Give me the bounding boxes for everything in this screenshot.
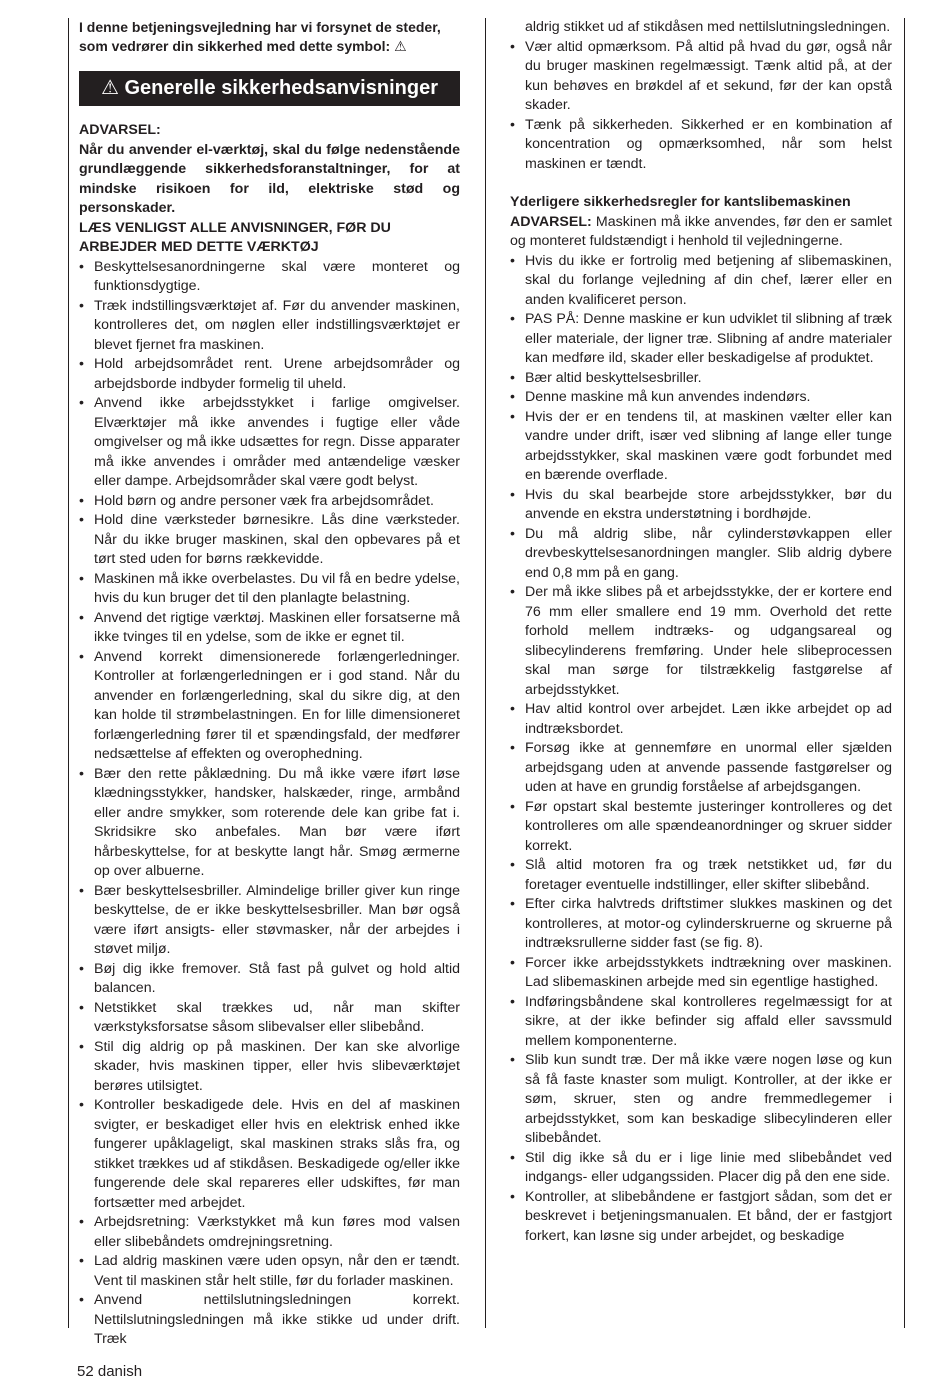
warning-text: Maskinen må ikke anvendes, før den er samlet og monteret fuldstændigt i henhold til vejledningerne. (510, 213, 892, 249)
list-item: • Anvend korrekt dimensionerede forlængerledninger. Kontroller at forlængerledningen er i god stand. Når du anvender en forlængerledning, skal du sikre dig, at den kan holde til strømbelastningen. En for lille dimensioneret forlængerledning fører til et spændingsfald, der medfører nedsættelse af effekten og overophedning. (79, 648, 460, 765)
list-item: • Forsøg ikke at gennemføre en unormal eller sjælden arbejdsgang uden at anvende passende fastgørelser og uden at have en grundig forståelse af arbejdsgangen. (510, 739, 892, 798)
left-column (79, 18, 460, 1350)
list-item: • Slib kun sundt træ. Der må ikke være nogen løse og kun så få faste knaster som muligt. Kontroller, at der ikke er søm, skruer, sten og andre fremmedlegemer i arbejdsstykket, som kan beskadige slibecylinderen eller slibebåndet. (510, 1051, 892, 1149)
list-item: • Der må ikke slibes på et arbejdsstykke, der er kortere end 76 mm eller smallere end 19 mm. Overhold det rette forhold mellem indtræks- og udgangsareal og slibecylinderens fremføring. Under hele slibeprocessen skal man sørge for tilstrækkelig fastgørelse af arbejdsstykket. (510, 583, 892, 700)
list-item: • PAS PÅ: Denne maskine er kun udviklet til slibning af træk eller materiale, der ligner træ. Slibning af andre materialer kan medføre ild, skader eller beskadigelse af produktet. (510, 310, 892, 369)
list-item: • Slå altid motoren fra og træk netstikket ud, før du foretager eventuelle indstillinger, eller skifter slibebånd. (510, 856, 892, 895)
warning-text: Når du anvender el-værktøj, skal du følge nedenstående grundlæggende sikkerhedsforanstaltninger, for at mindske risikoen for ild, elektriske stød og personskader. (79, 141, 460, 216)
list-item: • Hvis der er en tendens til, at maskinen vælter eller kan vandre under drift, især ved slibning af lange eller tunge arbejdsstykker, skal maskinen være godt forbundet med en bærende overflade. (510, 408, 892, 486)
read-all-notice: LÆS VENLIGST ALLE ANVISNINGER, FØR DU ARBEJDER MED DETTE VÆRKTØJ (79, 219, 391, 255)
column-rule-middle (485, 18, 486, 1328)
list-item: • Denne maskine må kun anvendes indendørs. (510, 388, 892, 408)
list-item: • Tænk på sikkerheden. Sikkerhed er en kombination af koncentration og opmærksomhed, når som helst maskinen er tændt. (510, 116, 892, 175)
list-item: • Anvend nettilslutningsledningen korrekt. Nettilslutningsledningen må ikke stikke ud under drift. Træk (79, 1291, 460, 1350)
warning-label: ADVARSEL: (79, 122, 161, 138)
list-item: • Stil dig aldrig op på maskinen. Der kan ske alvorlige skader, hvis maskinen tipper, eller hvis slibeværktøjet berøres utilsigtet. (79, 1038, 460, 1097)
column-rule-right (904, 18, 905, 1328)
list-item: • Anvend ikke arbejdsstykket i farlige omgivelser. Elværktøjer må ikke anvendes i fugtige eller våde omgivelser og må ikke udsættes for regn. Disse apparater må ikke anvendes i områder med antændelige væsker eller dampe. Arbejdsområder skal være godt belyst. (79, 394, 460, 492)
list-item: • Kontroller beskadigede dele. Hvis en del af maskinen svigter, er beskadiget eller hvis en elektrisk enhed ikke fungerer upåklageligt, skal maskinen straks slås fra, og stikket trækkes ud af stikdåsen. Beskadigede og/eller ikke fungerende dele skal repareres eller udskiftes, før man fortsætter med arbejdet. (79, 1096, 460, 1213)
list-item: • Hold dine værksteder børnesikre. Lås dine værksteder. Når du ikke bruger maskinen, skal den opbevares på et tørt sted uden for børns rækkevidde. (79, 511, 460, 570)
list-item: • Forcer ikke arbejdsstykkets indtrækning over maskinen. Lad slibemaskinen arbejde med sin egentlige hastighed. (510, 954, 892, 993)
list-item: • Bær beskyttelsesbriller. Almindelige briller giver kun ringe beskyttelse, de er ikke beskyttelsesbriller. Man bør også være iført ansigts- eller støvmasker, når der arbejdes i støvet miljø. (79, 882, 460, 960)
list-item: • Maskinen må ikke overbelastes. Du vil få en bedre ydelse, hvis du kun bruger det til den planlagte belastning. (79, 570, 460, 609)
list-item: • Anvend det rigtige værktøj. Maskinen eller forsatserne må ikke tvinges til en ydelse, som de ikke er egnet til. (79, 609, 460, 648)
list-item: • Kontroller, at slibebåndene er fastgjort sådan, som det er beskrevet i betjeningsmanualen. Et bånd, der er fastgjort forkert, kan løsne sig under arbejdet, og beskadige (510, 1188, 892, 1247)
list-item: • Vær altid opmærksom. På altid på hvad du gør, også når du bruger maskinen regelmæssigt. Tænk altid på, at der kun behøves en brøkdel af et sekund, før der kan opstå skader. (510, 38, 892, 116)
section-title: Yderligere sikkerhedsregler for kantslibemaskinen (510, 194, 851, 210)
list-item: • Arbejdsretning: Værkstykket må kun føres mod valsen eller slibebåndets omdrejningsretning. (79, 1213, 460, 1252)
safety-list-attention (510, 38, 892, 175)
safety-list-general (79, 258, 460, 1350)
section-banner: ⚠ Generelle sikkerhedsanvisninger (79, 71, 460, 106)
list-item: • Hold arbejdsområdet rent. Urene arbejdsområder og arbejdsborde indbyder formelig til uheld. (79, 355, 460, 394)
list-item: • Netstikket skal trækkes ud, når man skifter værkstyksforsatse såsom slibevalser eller slibebånd. (79, 999, 460, 1038)
list-item: • Efter cirka halvtreds driftstimer slukkes maskinen og det kontrolleres, at motor-og cylinderskruerne og skruerne på indtræksrullerne sidder fast (se fig. 8). (510, 895, 892, 954)
list-item: • Bær den rette påklædning. Du må ikke være iført løse klædningsstykker, handsker, halskæder, ringe, armbånd eller andre smykker, som roterende dele kan gribe fat i. Skridsikre sko anbefales. Man bør være iført hårbeskyttelse, for at beskytte langt hår. Smøg ærmerne op over albuerne. (79, 765, 460, 882)
list-item: • Bær altid beskyttelsesbriller. (510, 369, 892, 389)
list-item: • Hold børn og andre personer væk fra arbejdsområdet. (79, 492, 460, 512)
continued-text: aldrig stikket ud af stikdåsen med nettilslutningsledningen. (525, 19, 891, 35)
page-number: 52 danish (77, 1363, 143, 1380)
list-item: • Træk indstillingsværktøjet af. Før du anvender maskinen, kontrolleres det, om nøglen eller indstillingsværktøjet er blevet fjernet fra maskinen. (79, 297, 460, 356)
column-rule-left (68, 18, 69, 1328)
symbol-intro: I denne betjeningsvejledning har vi forsynet de steder, som vedrører din sikkerhed med dette symbol: ⚠ (79, 19, 441, 54)
list-item: • Indføringsbåndene skal kontrolleres regelmæssigt for at sikre, at der ikke befinder sig affald eller savssmuld mellem komponenterne. (510, 993, 892, 1052)
safety-list-sander (510, 252, 892, 1247)
list-item: • Bøj dig ikke fremover. Stå fast på gulvet og hold altid balancen. (79, 960, 460, 999)
list-item: • Hvis du ikke er fortrolig med betjening af slibemaskinen, skal du forlange vejledning af din chef, lærer eller en anden kvalificeret person. (510, 252, 892, 311)
warning-paragraph (510, 213, 892, 252)
list-item: • Du må aldrig slibe, når cylinderstøvkappen eller drevbeskyttelsesanordningen mangler. Slib aldrig dybere end 0,8 mm på en gang. (510, 525, 892, 584)
list-item: • Hav altid kontrol over arbejdet. Læn ikke arbejdet op ad indtræksbordet. (510, 700, 892, 739)
list-item: • Beskyttelsesanordningerne skal være monteret og funktionsdygtige. (79, 258, 460, 297)
right-column (510, 18, 892, 1246)
list-item: • Stil dig ikke så du er i lige linie med slibebåndet ved indgangs- eller udgangssiden. Placer dig på den ene side. (510, 1149, 892, 1188)
list-item: • Lad aldrig maskinen være uden opsyn, når den er tændt. Vent til maskinen står helt stille, før du forlader maskinen. (79, 1252, 460, 1291)
warning-label: ADVARSEL: (510, 213, 592, 230)
list-item: • Hvis du skal bearbejde store arbejdsstykker, bør du anvende en ekstra understøtning i bordhøjde. (510, 486, 892, 525)
list-item: • Før opstart skal bestemte justeringer kontrolleres og det kontrolleres om alle spændeanordninger og skruer sidder korrekt. (510, 798, 892, 857)
